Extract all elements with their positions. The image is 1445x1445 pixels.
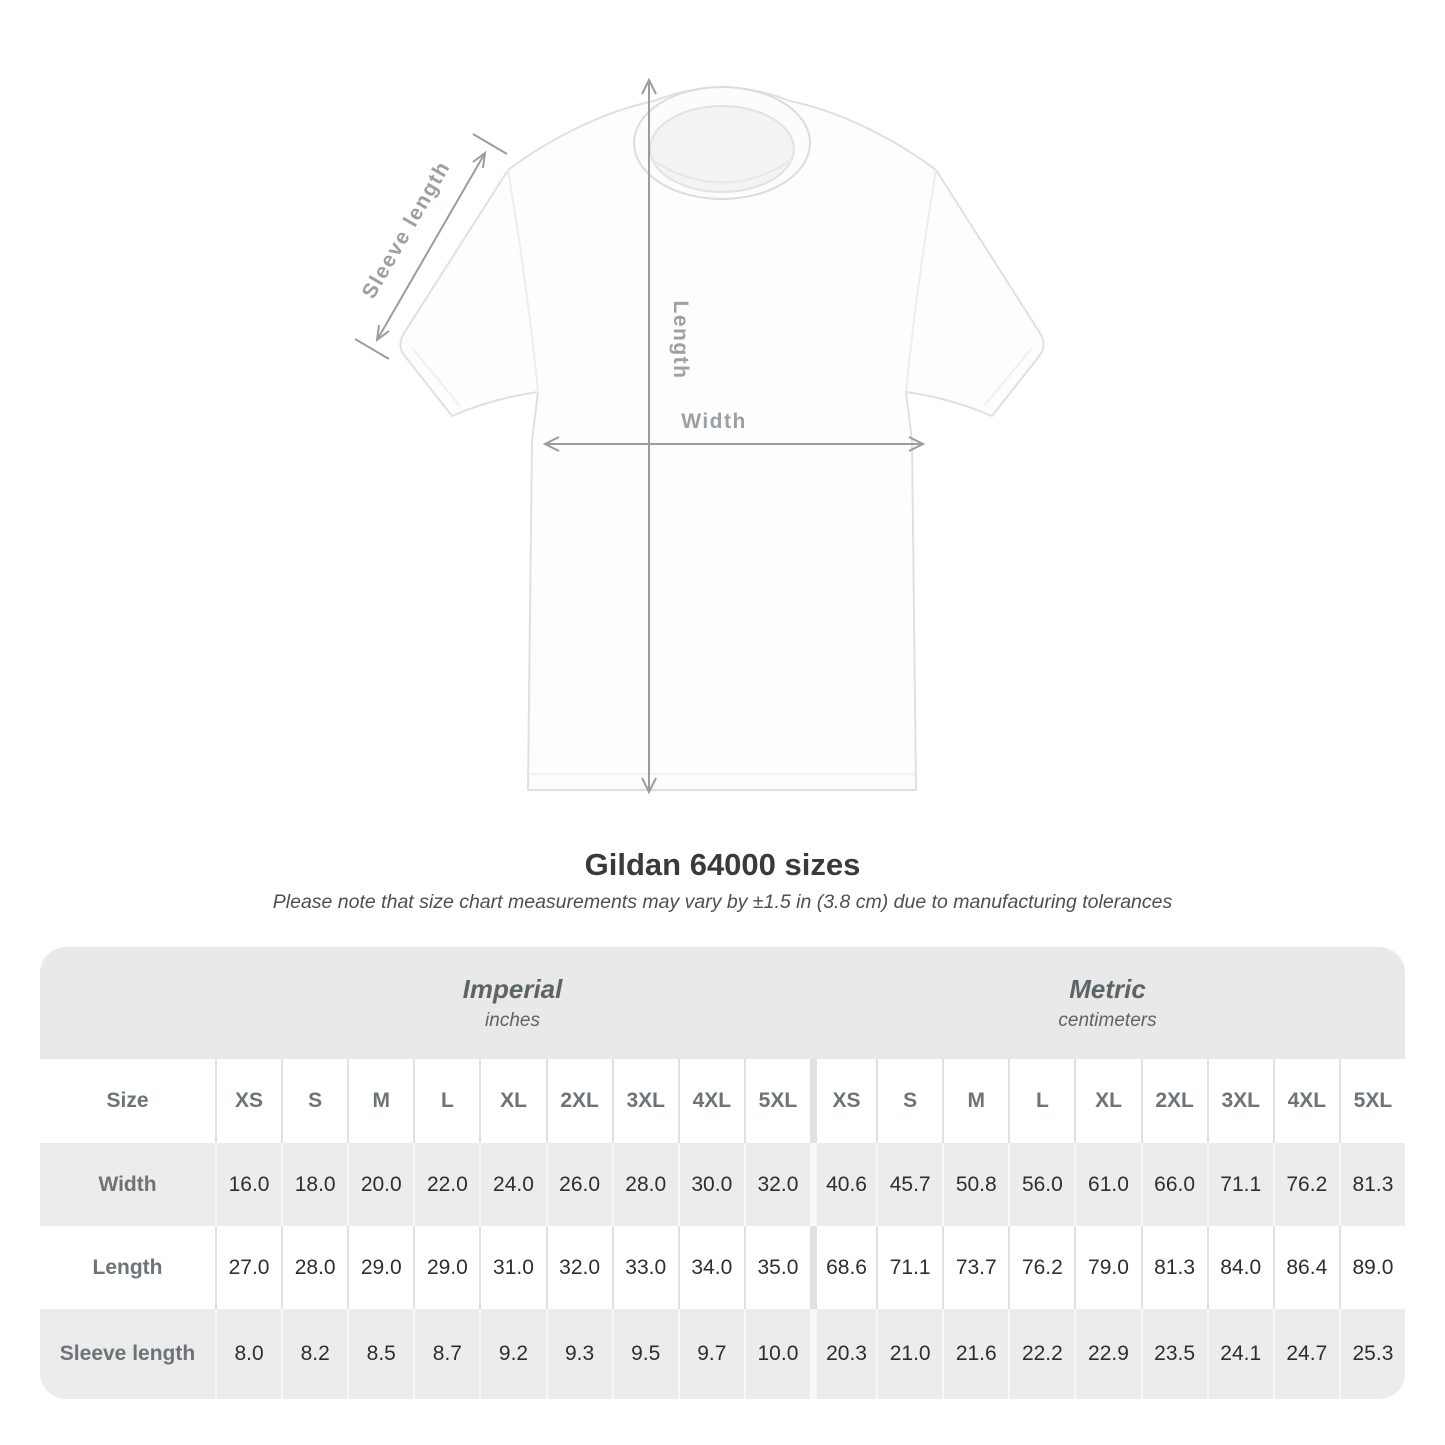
metric-value-cell: 71.1 xyxy=(876,1226,942,1309)
imperial-value-cell: 33.0 xyxy=(612,1226,678,1309)
metric-value-cell: 50.8 xyxy=(942,1143,1008,1226)
imperial-value-cell: 9.5 xyxy=(612,1309,678,1399)
metric-header xyxy=(810,975,1405,1032)
metric-value-cell: 25.3 xyxy=(1339,1309,1405,1399)
metric-value-cell: 76.2 xyxy=(1008,1226,1074,1309)
imperial-size-header: 3XL xyxy=(612,1059,678,1143)
metric-value-cell: 56.0 xyxy=(1008,1143,1074,1226)
metric-value-cell: 76.2 xyxy=(1273,1143,1339,1226)
metric-value-cell: 40.6 xyxy=(810,1143,876,1226)
width-label: Width xyxy=(681,410,747,433)
imperial-size-header: L xyxy=(413,1059,479,1143)
metric-size-header: XS xyxy=(810,1059,876,1143)
imperial-size-header: XL xyxy=(479,1059,545,1143)
metric-size-header: 4XL xyxy=(1273,1059,1339,1143)
metric-value-cell: 84.0 xyxy=(1207,1226,1273,1309)
unit-system-header xyxy=(40,947,1405,1059)
length-label: Length xyxy=(669,300,692,380)
imperial-size-header: S xyxy=(281,1059,347,1143)
imperial-value-cell: 28.0 xyxy=(281,1226,347,1309)
imperial-value-cell: 16.0 xyxy=(215,1143,281,1226)
imperial-value-cell: 35.0 xyxy=(744,1226,810,1309)
imperial-title: Imperial xyxy=(462,973,563,1004)
size-row-label: Size xyxy=(40,1059,215,1143)
imperial-value-cell: 8.2 xyxy=(281,1309,347,1399)
metric-size-header: 3XL xyxy=(1207,1059,1273,1143)
tshirt-image xyxy=(400,87,1043,790)
imperial-value-cell: 8.0 xyxy=(215,1309,281,1399)
imperial-value-cell: 24.0 xyxy=(479,1143,545,1226)
metric-value-cell: 21.6 xyxy=(942,1309,1008,1399)
imperial-value-cell: 26.0 xyxy=(546,1143,612,1226)
metric-value-cell: 79.0 xyxy=(1074,1226,1140,1309)
metric-value-cell: 86.4 xyxy=(1273,1226,1339,1309)
metric-title: Metric xyxy=(1069,973,1146,1004)
page-title: Gildan 64000 sizes xyxy=(584,847,861,882)
imperial-value-cell: 9.7 xyxy=(678,1309,744,1399)
imperial-value-cell: 31.0 xyxy=(479,1226,545,1309)
metric-value-cell: 68.6 xyxy=(810,1226,876,1309)
metric-value-cell: 22.2 xyxy=(1008,1309,1074,1399)
imperial-unit: inches xyxy=(485,1009,540,1031)
imperial-header xyxy=(215,975,810,1032)
imperial-value-cell: 22.0 xyxy=(413,1143,479,1226)
imperial-value-cell: 29.0 xyxy=(413,1226,479,1309)
imperial-value-cell: 18.0 xyxy=(281,1143,347,1226)
metric-value-cell: 61.0 xyxy=(1074,1143,1140,1226)
imperial-value-cell: 9.2 xyxy=(479,1309,545,1399)
imperial-value-cell: 32.0 xyxy=(546,1226,612,1309)
metric-value-cell: 24.7 xyxy=(1273,1309,1339,1399)
metric-value-cell: 89.0 xyxy=(1339,1226,1405,1309)
imperial-value-cell: 28.0 xyxy=(612,1143,678,1226)
size-table xyxy=(40,947,1405,1399)
imperial-value-cell: 10.0 xyxy=(744,1309,810,1399)
metric-value-cell: 23.5 xyxy=(1141,1309,1207,1399)
metric-value-cell: 81.3 xyxy=(1141,1226,1207,1309)
imperial-value-cell: 30.0 xyxy=(678,1143,744,1226)
metric-value-cell: 66.0 xyxy=(1141,1143,1207,1226)
metric-size-header: 2XL xyxy=(1141,1059,1207,1143)
imperial-size-header: 5XL xyxy=(744,1059,810,1143)
imperial-value-cell: 29.0 xyxy=(347,1226,413,1309)
imperial-value-cell: 8.7 xyxy=(413,1309,479,1399)
collar xyxy=(634,87,810,199)
sleeve-length-label: Sleeve length xyxy=(357,156,456,303)
size-table-grid xyxy=(40,1059,1405,1399)
tolerance-note: Please note that size chart measurements may vary by ±1.5 in (3.8 cm) due to manufacturing tolerances xyxy=(272,891,1173,913)
metric-value-cell: 22.9 xyxy=(1074,1309,1140,1399)
imperial-size-header: 2XL xyxy=(546,1059,612,1143)
row-label: Length xyxy=(40,1226,215,1309)
metric-value-cell: 21.0 xyxy=(876,1309,942,1399)
imperial-size-header: XS xyxy=(215,1059,281,1143)
metric-size-header: XL xyxy=(1074,1059,1140,1143)
imperial-value-cell: 20.0 xyxy=(347,1143,413,1226)
imperial-size-header: 4XL xyxy=(678,1059,744,1143)
metric-unit: centimeters xyxy=(1058,1009,1157,1031)
metric-size-header: M xyxy=(942,1059,1008,1143)
metric-size-header: S xyxy=(876,1059,942,1143)
imperial-value-cell: 32.0 xyxy=(744,1143,810,1226)
imperial-value-cell: 8.5 xyxy=(347,1309,413,1399)
metric-value-cell: 24.1 xyxy=(1207,1309,1273,1399)
row-label: Width xyxy=(40,1143,215,1226)
imperial-value-cell: 34.0 xyxy=(678,1226,744,1309)
metric-value-cell: 45.7 xyxy=(876,1143,942,1226)
imperial-value-cell: 27.0 xyxy=(215,1226,281,1309)
metric-value-cell: 73.7 xyxy=(942,1226,1008,1309)
metric-size-header: 5XL xyxy=(1339,1059,1405,1143)
metric-value-cell: 71.1 xyxy=(1207,1143,1273,1226)
imperial-size-header: M xyxy=(347,1059,413,1143)
row-label: Sleeve length xyxy=(40,1309,215,1399)
metric-size-header: L xyxy=(1008,1059,1074,1143)
imperial-value-cell: 9.3 xyxy=(546,1309,612,1399)
metric-value-cell: 81.3 xyxy=(1339,1143,1405,1226)
metric-value-cell: 20.3 xyxy=(810,1309,876,1399)
